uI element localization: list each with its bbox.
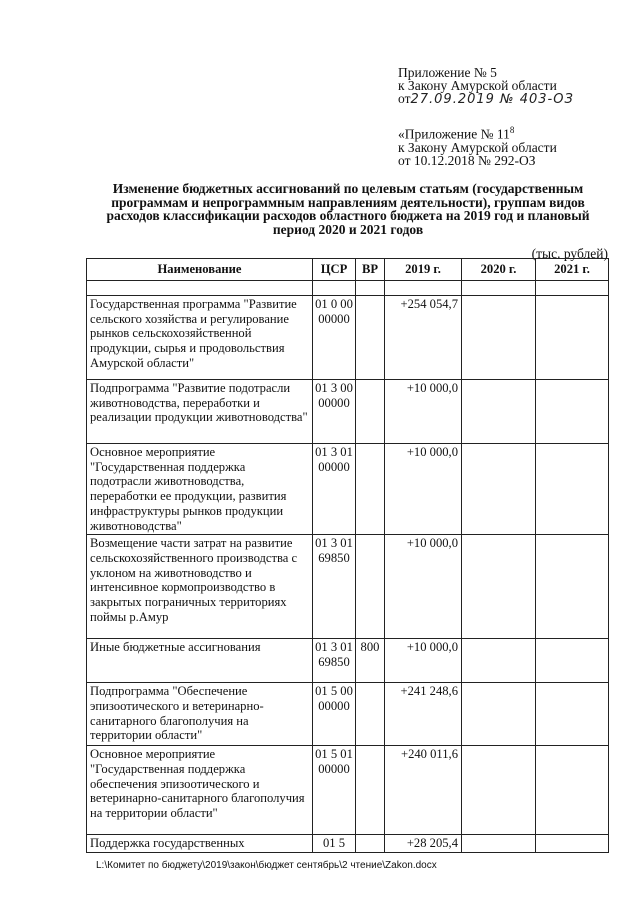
cell-2020 — [462, 835, 536, 853]
cell-name: Иные бюджетные ассигнования — [87, 639, 313, 683]
appendix-11-block — [398, 124, 557, 167]
table-spacer-row — [87, 281, 609, 296]
cell-vr — [356, 380, 385, 444]
document-title: Изменение бюджетных ассигнований по целевым статьям (государственным программам и непрограммным направлениям деятельности), группам видов расходов классификации расходов областного бюджета на 2019 год и плановый период 2020 и 2021 годов — [106, 181, 590, 237]
header-2019: 2019 г. — [385, 259, 462, 281]
spacer-cell — [356, 281, 385, 296]
cell-2020 — [462, 535, 536, 639]
cell-2019: +10 000,0 — [385, 444, 462, 535]
appendix-5-title: Приложение № 5 — [398, 65, 497, 80]
cell-vr — [356, 296, 385, 380]
appendix-5-date — [398, 92, 574, 106]
table-row — [87, 639, 609, 683]
cell-2021 — [536, 444, 609, 535]
cell-csr: 01 5 01 00000 — [313, 746, 356, 835]
cell-2019: +254 054,7 — [385, 296, 462, 380]
cell-name: Поддержка государственных — [87, 835, 313, 853]
units-label: (тыс. рублей) — [531, 246, 608, 261]
spacer-cell — [385, 281, 462, 296]
cell-csr: 01 5 00 00000 — [313, 683, 356, 746]
cell-vr — [356, 535, 385, 639]
spacer-cell — [87, 281, 313, 296]
cell-2020 — [462, 683, 536, 746]
spacer-cell — [313, 281, 356, 296]
table-row — [87, 380, 609, 444]
cell-csr: 01 3 01 00000 — [313, 444, 356, 535]
header-vr: ВР — [356, 259, 385, 281]
cell-2019: +28 205,4 — [385, 835, 462, 853]
cell-csr: 01 3 01 69850 — [313, 639, 356, 683]
table-row — [87, 683, 609, 746]
cell-csr: 01 5 — [313, 835, 356, 853]
cell-name: Подпрограмма "Обеспечение эпизоотического и ветеринарно-санитарного благополучия на территории области" — [87, 683, 313, 746]
cell-2021 — [536, 380, 609, 444]
table-header-row — [87, 259, 609, 281]
cell-2019: +240 011,6 — [385, 746, 462, 835]
cell-name: Основное мероприятие "Государственная поддержка подотрасли животноводства, переработки ее продукции, развития инфраструктуры рынков продукции животноводства" — [87, 444, 313, 535]
table-row — [87, 444, 609, 535]
cell-csr: 01 3 00 00000 — [313, 380, 356, 444]
cell-2021 — [536, 639, 609, 683]
header-2020: 2020 г. — [462, 259, 536, 281]
cell-2020 — [462, 296, 536, 380]
cell-csr: 01 0 00 00000 — [313, 296, 356, 380]
cell-2021 — [536, 535, 609, 639]
handwritten-date-number: 27.09.2019 № 403-ОЗ — [410, 92, 574, 107]
table-row — [87, 835, 609, 853]
cell-name: Основное мероприятие "Государственная поддержка обеспечения эпизоотического и ветеринарно-санитарного благополучия на территории области" — [87, 746, 313, 835]
cell-2021 — [536, 746, 609, 835]
cell-2020 — [462, 746, 536, 835]
cell-name: Возмещение части затрат на развитие сельскохозяйственного производства с уклоном на животноводство и интенсивное кормопроизводство в закрытых пограничных территориях поймы р.Амур — [87, 535, 313, 639]
cell-2020 — [462, 444, 536, 535]
cell-2021 — [536, 296, 609, 380]
spacer-cell — [462, 281, 536, 296]
cell-2020 — [462, 380, 536, 444]
cell-2021 — [536, 683, 609, 746]
cell-vr — [356, 444, 385, 535]
cell-vr — [356, 746, 385, 835]
cell-vr — [356, 835, 385, 853]
appendix-11-title-text: «Приложение № 11 — [398, 126, 510, 142]
appendix-5-law: к Закону Амурской области — [398, 78, 557, 93]
spacer-cell — [536, 281, 609, 296]
cell-csr: 01 3 01 69850 — [313, 535, 356, 639]
cell-2020 — [462, 639, 536, 683]
cell-name: Подпрограмма "Развитие подотрасли животноводства, переработки и реализации продукции животноводства" — [87, 380, 313, 444]
appendix-11-superscript: 8 — [509, 125, 515, 135]
appendix-5-block — [398, 66, 574, 106]
appendix-11-date: от 10.12.2018 № 292-ОЗ — [398, 152, 536, 168]
table-row — [87, 746, 609, 835]
budget-table — [86, 258, 609, 853]
cell-2019: +10 000,0 — [385, 535, 462, 639]
cell-2019: +241 248,6 — [385, 683, 462, 746]
cell-name: Государственная программа "Развитие сельского хозяйства и регулирование рынков сельскохозяйственной продукции, сырья и продовольствия Амурской области" — [87, 296, 313, 380]
header-2021: 2021 г. — [536, 259, 609, 281]
appendix-11-law: к Закону Амурской области — [398, 139, 557, 155]
cell-vr: 800 — [356, 639, 385, 683]
file-path-footer: L:\Комитет по бюджету\2019\закон\бюджет сентябрь\2 чтение\Zakon.docx — [96, 860, 437, 871]
cell-2019: +10 000,0 — [385, 639, 462, 683]
table-row — [87, 535, 609, 639]
appendix-5-date-prefix: от — [398, 91, 411, 106]
appendix-11-title — [398, 124, 557, 141]
header-csr: ЦСР — [313, 259, 356, 281]
header-name: Наименование — [87, 259, 313, 281]
table-row — [87, 296, 609, 380]
cell-vr — [356, 683, 385, 746]
cell-2021 — [536, 835, 609, 853]
cell-2019: +10 000,0 — [385, 380, 462, 444]
